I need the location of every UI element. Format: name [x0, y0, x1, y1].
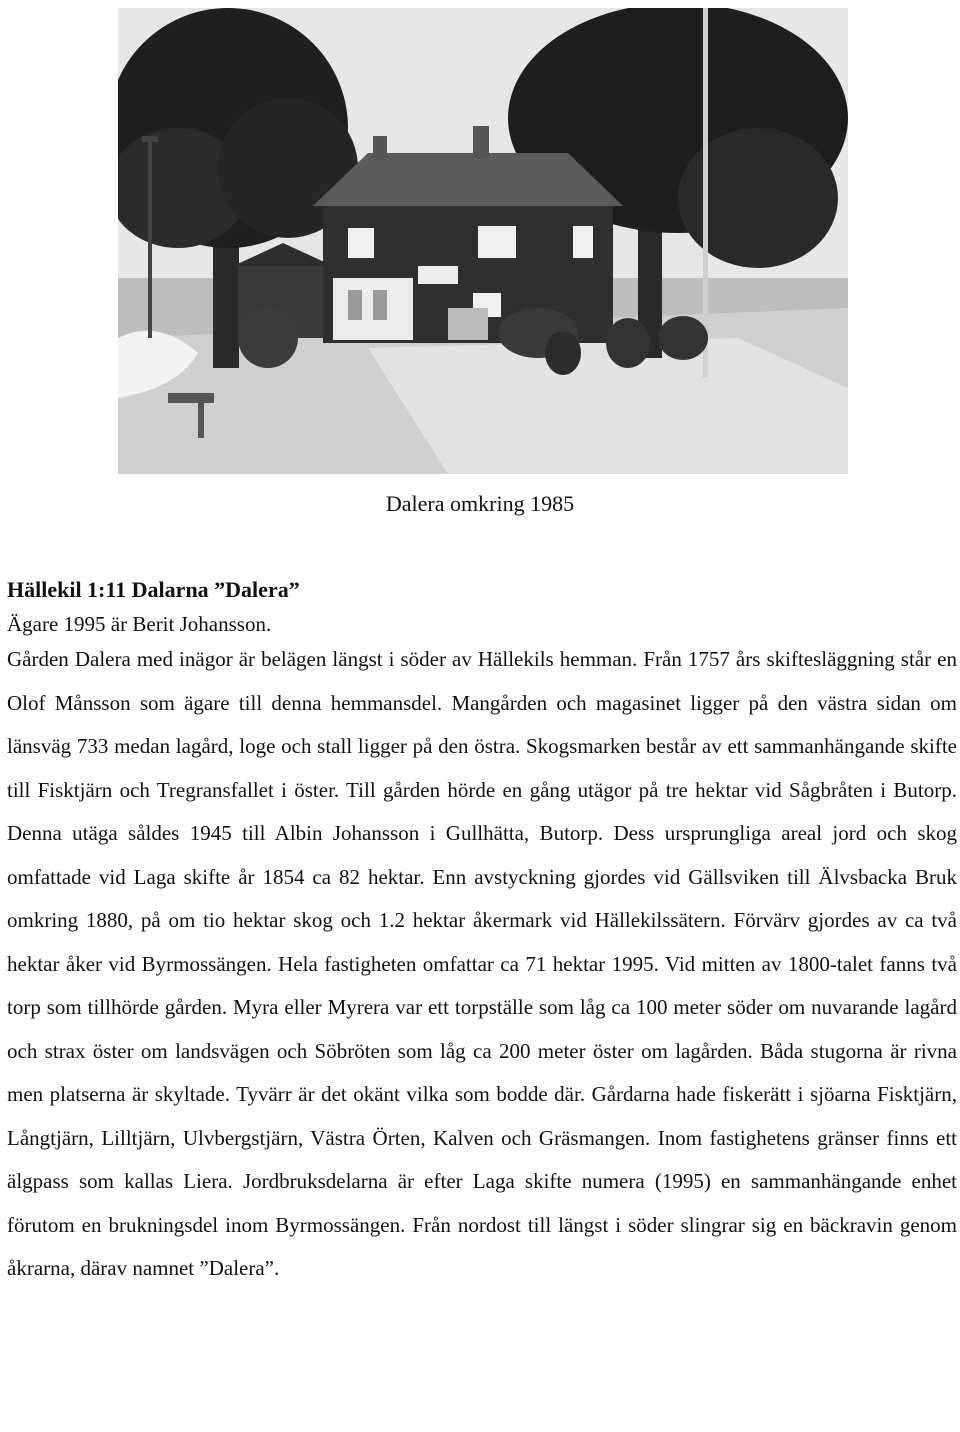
page-title: Hällekil 1:11 Dalarna ”Dalera” — [7, 577, 300, 602]
photo-caption — [0, 491, 960, 517]
body-paragraph: Gården Dalera med inägor är belägen längst i söder av Hällekils hemman. Från 1757 års skiftesläggning står en Olof Månsson som ägare till denna hemmansdel. Mangården och magasinet ligger på den västra sidan om länsväg 733 medan lagård, loge och stall ligger på den östra. Skogsmarken består av ett sammanhängande skifte till Fisktjärn och Tregransfallet i öster. Till gården hörde en gång utägor på tre hektar vid Sågbråten i Butorp. Denna utäga såldes 1945 till Albin Johansson i Gullhätta, Butorp. Dess ursprungliga areal jord och skog omfattade vid Laga skifte år 1854 ca 82 hektar. Enn avstyckning gjordes vid Gällsviken till Älvsbacka Bruk omkring 1880, på om tio hektar skog och 1.2 hektar åkermark vid Hällekilssätern. Förvärv gjordes av ca två hektar åker vid Byrmossängen. Hela fastigheten omfattar ca 71 hektar 1995. Vid mitten av 1800-talet fanns två torp som tillhörde gården. Myra eller Myrera var ett torpställe som låg ca 100 meter söder om nuvarande lagård och strax öster om landsvägen och Söbröten som låg ca 200 meter öster om lagården. Båda stugorna är rivna men platserna är skyltade. Tyvärr är det okänt vilka som bodde där. Gårdarna hade fiskerätt i sjöarna Fisktjärn, Långtjärn, Lilltjärn, Ulvbergstjärn, Västra Örten, Kalven och Gräsmangen. Inom fastighetens gränser finns ett älgpass som kallas Liera. Jordbruksdelarna är efter Laga skifte numera (1995) en sammanhängande enhet förutom en brukningsdel inom Byrmossängen. Från nordost till längst i söder slingrar sig en bäckravin genom åkrarna, därav namnet ”Dalera”. — [7, 647, 957, 1280]
article — [7, 574, 957, 1291]
farmhouse-photo — [118, 8, 848, 474]
caption-text: Dalera omkring 1985 — [385, 491, 575, 516]
owner-line: Ägare 1995 är Berit Johansson. — [7, 612, 272, 636]
